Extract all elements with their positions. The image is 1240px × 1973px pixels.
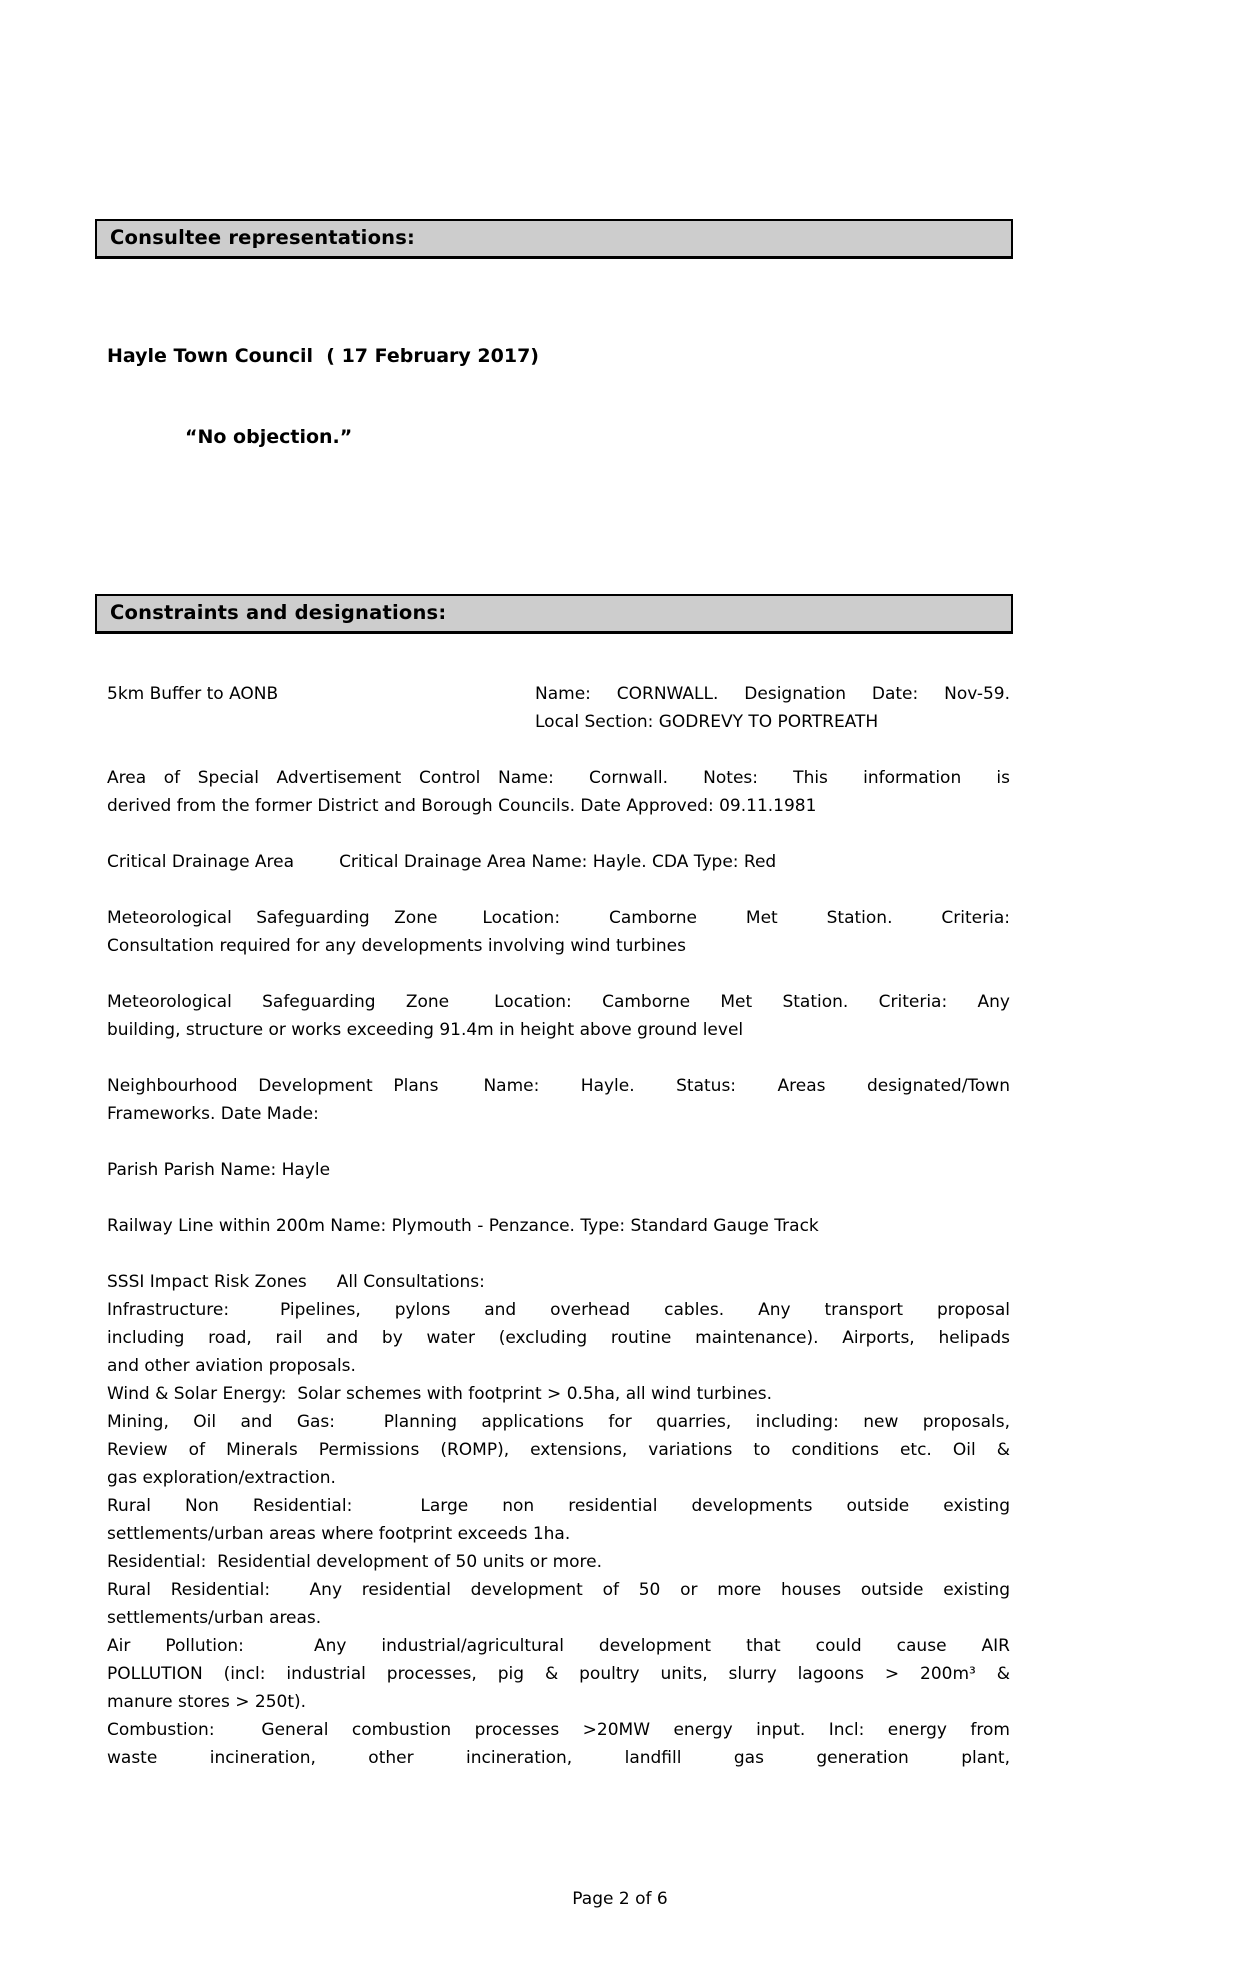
constraint-label: SSSI Impact Risk Zones: [107, 1272, 307, 1292]
constraint-item: [107, 680, 1010, 736]
constraint-item: [107, 1408, 1010, 1492]
constraint-value: Name: Hayle. Status: Areas designated/Town: [483, 1076, 1010, 1096]
constraint-text-line: [107, 904, 1010, 932]
council-name-and-date: Hayle Town Council ( 17 February 2017): [107, 345, 539, 367]
constraint-item: [107, 1072, 1010, 1128]
constraint-text-line: settlements/urban areas.: [107, 1608, 322, 1628]
constraint-text-line: Rural Residential: Any residential development of 50 or more houses outside existing: [107, 1580, 1010, 1600]
constraint-text-line: [107, 1072, 1010, 1100]
constraint-item: [107, 1548, 1010, 1576]
constraint-text-line: Residential: Residential development of 50 units or more.: [107, 1552, 603, 1572]
constraint-value: Critical Drainage Area Name: Hayle. CDA Type: Red: [339, 852, 777, 872]
consultee-section-body: [107, 289, 1010, 505]
constraint-text-line: derived from the former District and Borough Councils. Date Approved: 09.11.1981: [107, 796, 817, 816]
constraint-text-line: Air Pollution: Any industrial/agricultural development that could cause AIR: [107, 1636, 1010, 1656]
constraint-text-line: Name: CORNWALL. Designation Date: Nov-59.: [535, 684, 1010, 704]
constraint-text-line: Review of Minerals Permissions (ROMP), extensions, variations to conditions etc. Oil &: [107, 1440, 1010, 1460]
constraints-section-header-bar: [95, 594, 1013, 634]
constraint-value: Location: Camborne Met Station. Criteria: Any: [494, 992, 1010, 1012]
constraint-text-line: [107, 848, 1010, 876]
constraints-body: [107, 680, 1010, 1772]
constraint-text-line: Rural Non Residential: Large non residential developments outside existing: [107, 1496, 1010, 1516]
constraint-text-line: Consultation required for any developments involving wind turbines: [107, 936, 686, 956]
consultee-section-header-label: Consultee representations:: [110, 226, 416, 249]
constraint-item: [107, 1632, 1010, 1716]
constraint-text-line: settlements/urban areas where footprint exceeds 1ha.: [107, 1524, 571, 1544]
constraint-item: [107, 1716, 1010, 1772]
constraint-text-line: [107, 988, 1010, 1016]
consultee-section-header-bar: [95, 219, 1013, 259]
constraint-item: [107, 988, 1010, 1044]
constraint-item: [107, 1212, 1010, 1240]
constraint-item: [107, 904, 1010, 960]
constraint-text-line: Railway Line within 200m Name: Plymouth - Penzance. Type: Standard Gauge Track: [107, 1216, 819, 1236]
constraint-label: Critical Drainage Area: [107, 852, 295, 872]
constraint-text-line: Mining, Oil and Gas: Planning applications for quarries, including: new proposals,: [107, 1412, 1010, 1432]
constraint-item: [107, 764, 1010, 820]
constraint-item: [107, 1296, 1010, 1380]
constraint-text-line: [107, 1268, 1010, 1296]
constraint-text-line: Frameworks. Date Made:: [107, 1104, 319, 1124]
constraints-section-header-label: Constraints and designations:: [110, 601, 447, 624]
constraint-text-line: Wind & Solar Energy: Solar schemes with footprint > 0.5ha, all wind turbines.: [107, 1384, 773, 1404]
constraint-text-line: building, structure or works exceeding 91.4m in height above ground level: [107, 1020, 744, 1040]
page-number-footer: Page 2 of 6: [572, 1889, 668, 1909]
constraint-text-line: including road, rail and by water (excluding routine maintenance). Airports, helipads: [107, 1328, 1010, 1348]
constraint-text-line: and other aviation proposals.: [107, 1356, 356, 1376]
constraint-item: [107, 1492, 1010, 1548]
constraint-item: [107, 1576, 1010, 1632]
constraint-item: [107, 1268, 1010, 1296]
constraint-text-line: POLLUTION (incl: industrial processes, pig & poultry units, slurry lagoons > 200m³ &: [107, 1664, 1010, 1684]
constraint-text-line: Infrastructure: Pipelines, pylons and overhead cables. Any transport proposal: [107, 1300, 1010, 1320]
constraint-item: [107, 848, 1010, 876]
council-response-quote: “No objection.”: [185, 426, 353, 448]
constraint-text-line: Area of Special Advertisement Control Name: Cornwall. Notes: This information is: [107, 768, 1010, 788]
constraint-text-line: gas exploration/extraction.: [107, 1468, 336, 1488]
constraint-label: Meteorological Safeguarding Zone: [107, 992, 450, 1012]
constraint-value: All Consultations:: [336, 1272, 485, 1292]
constraint-value: Location: Camborne Met Station. Criteria:: [482, 908, 1010, 928]
constraint-value: [535, 680, 1010, 736]
constraint-text-line: Combustion: General combustion processes >20MW energy input. Incl: energy from: [107, 1720, 1010, 1740]
constraint-label: Meteorological Safeguarding Zone: [107, 908, 438, 928]
constraint-item: [107, 1380, 1010, 1408]
constraint-text-line: manure stores > 250t).: [107, 1692, 307, 1712]
constraint-text-line: waste incineration, other incineration, landfill gas generation plant,: [107, 1748, 1010, 1768]
constraint-label: Neighbourhood Development Plans: [107, 1076, 439, 1096]
constraint-item: [107, 1156, 1010, 1184]
constraint-text-line: Parish Parish Name: Hayle: [107, 1160, 331, 1180]
constraint-text-line: Local Section: GODREVY TO PORTREATH: [535, 712, 879, 732]
constraint-label: 5km Buffer to AONB: [107, 684, 279, 704]
document-page: [0, 219, 1240, 1973]
